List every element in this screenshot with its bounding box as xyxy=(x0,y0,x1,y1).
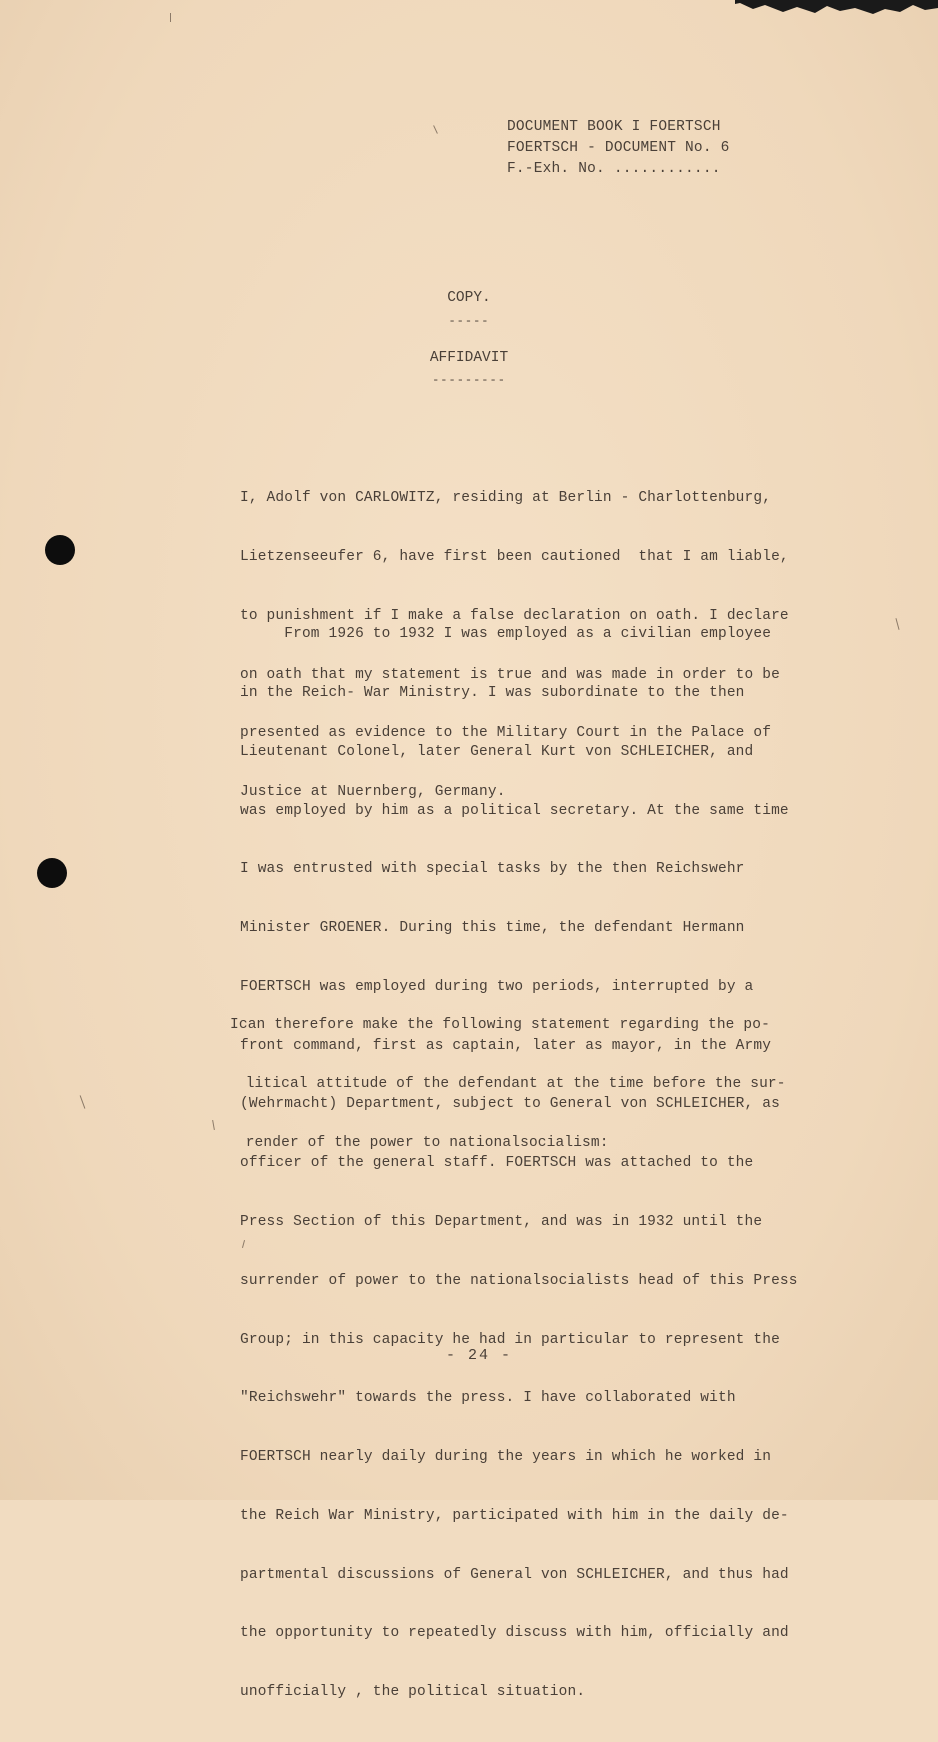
page-number: - 24 - xyxy=(445,1347,512,1364)
text-line: FOERTSCH nearly daily during the years in which he worked in xyxy=(240,1449,772,1466)
text-line: on oath that my statement is true and was made in order to be xyxy=(240,666,780,683)
torn-corner-edge xyxy=(735,0,938,18)
text-line: "Reichswehr" towards the press. I have collaborated with xyxy=(240,1390,736,1407)
text-line: Minister GROENER. During this time, the defendant Hermann xyxy=(240,920,745,937)
text-line: render of the power to nationalsocialism: xyxy=(228,1134,609,1151)
text-line: partmental discussions of General von SCHLEICHER, and thus had xyxy=(240,1566,789,1583)
text-line: unofficially , the political situation. xyxy=(240,1684,586,1701)
text-line: I was entrusted with special tasks by the then Reichswehr xyxy=(240,861,745,878)
copy-underline: ----- xyxy=(448,314,490,328)
stray-mark xyxy=(212,1120,215,1130)
stray-mark xyxy=(80,1095,86,1108)
text-line: the Reich War Ministry, participated with him in the daily de- xyxy=(240,1507,789,1524)
copy-label: COPY. xyxy=(447,290,491,306)
text-line: (Wehrmacht) Department, subject to General von SCHLEICHER, as xyxy=(240,1096,780,1113)
stray-mark xyxy=(895,618,899,630)
paragraph-statement-intro xyxy=(230,977,786,1193)
text-line: litical attitude of the defendant at the time before the sur- xyxy=(228,1075,786,1092)
document-header xyxy=(507,117,730,180)
text-line: From 1926 to 1932 I was employed as a civilian employee xyxy=(240,626,772,643)
stray-mark xyxy=(170,13,171,22)
text-line: Group; in this capacity he had in particular to represent the xyxy=(240,1331,780,1348)
stray-mark xyxy=(433,125,438,134)
text-line: Ican therefore make the following statement regarding the po- xyxy=(230,1017,770,1034)
document-title: AFFIDAVIT xyxy=(429,350,509,366)
text-line: in the Reich- War Ministry. I was subordinate to the then xyxy=(240,684,745,701)
header-document-book: DOCUMENT BOOK I FOERTSCH xyxy=(507,119,721,135)
text-line: presented as evidence to the Military Court in the Palace of xyxy=(240,725,772,742)
text-line: Lietzenseeufer 6, have first been cautioned that I am liable, xyxy=(240,548,789,565)
punch-hole-top xyxy=(45,535,75,565)
text-line: front command, first as captain, later as mayor, in the Army xyxy=(240,1037,772,1054)
text-line: surrender of power to the nationalsocialists head of this Press xyxy=(240,1272,798,1289)
text-line: was employed by him as a political secretary. At the same time xyxy=(240,802,789,819)
text-line: FOERTSCH was employed during two periods, interrupted by a xyxy=(240,978,754,995)
header-document-number: FOERTSCH - DOCUMENT No. 6 xyxy=(507,140,730,156)
text-line: officer of the general staff. FOERTSCH was attached to the xyxy=(240,1155,754,1172)
text-line: I, Adolf von CARLOWITZ, residing at Berlin - Charlottenburg, xyxy=(240,490,772,507)
text-line: the opportunity to repeatedly discuss with him, officially and xyxy=(240,1625,789,1642)
text-line: Lieutenant Colonel, later General Kurt von SCHLEICHER, and xyxy=(240,743,754,760)
text-line: Press Section of this Department, and was in 1932 until the xyxy=(240,1214,763,1230)
punch-hole-bottom xyxy=(37,858,67,888)
title-underline: --------- xyxy=(432,373,506,387)
header-exhibit-number: F.-Exh. No. ............ xyxy=(507,161,721,177)
text-line: Justice at Nuernberg, Germany. xyxy=(240,784,506,801)
text-line: to punishment if I make a false declaration on oath. I declare xyxy=(240,607,789,624)
